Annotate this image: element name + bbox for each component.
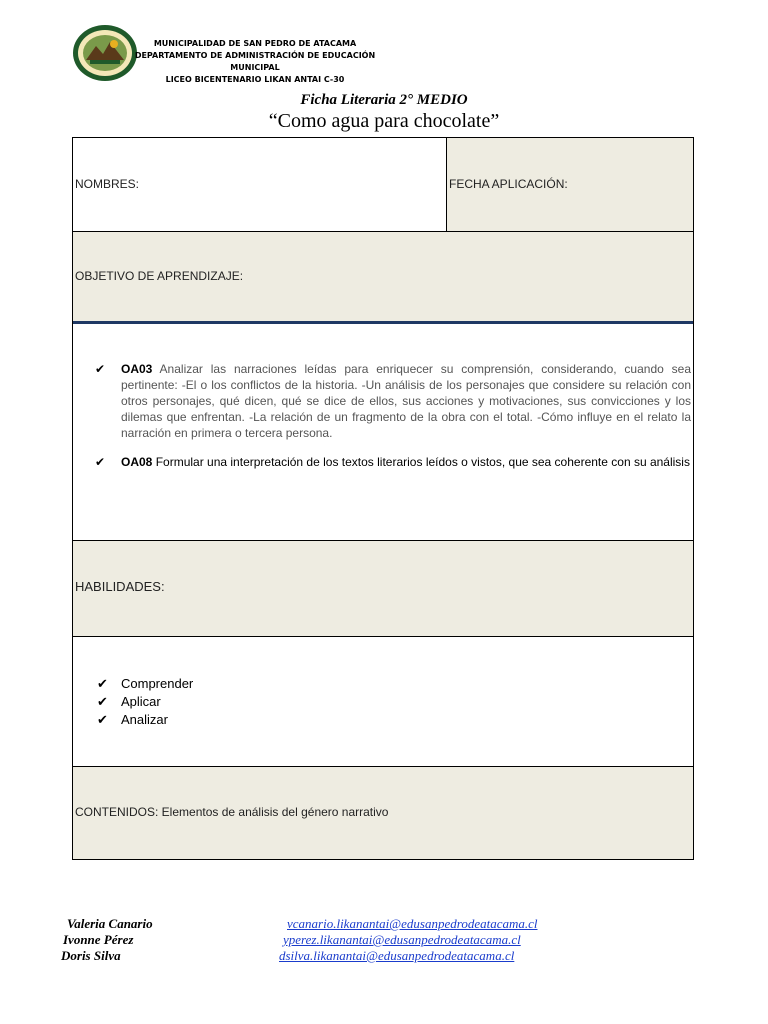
objectives-list	[73, 324, 693, 541]
names-cell[interactable]	[73, 138, 447, 231]
names-row	[73, 138, 693, 232]
list-item	[97, 711, 193, 729]
objective-text: Formular una interpretación de los textos literarios leídos o vistos, que sea coherente con su análisis	[152, 455, 690, 469]
skill-text: Aplicar	[121, 694, 161, 709]
list-item	[97, 675, 193, 693]
checkmark-icon: ✔	[95, 455, 106, 469]
list-item	[95, 361, 691, 441]
checkmark-icon: ✔	[97, 694, 108, 709]
contents-row	[73, 767, 693, 859]
teacher-email-link[interactable]: dsilva.likanantai@edusanpedrodeatacama.cl	[279, 948, 515, 963]
skills-list	[97, 675, 193, 729]
document-subtitle: “Como agua para chocolate”	[268, 110, 500, 132]
checkmark-icon: ✔	[95, 362, 106, 376]
contents-value: Elementos de análisis del género narrativo	[158, 805, 389, 819]
contents-field	[75, 805, 388, 819]
skill-text: Comprender	[121, 676, 194, 691]
checkmark-icon: ✔	[97, 676, 108, 691]
skills-row	[73, 637, 693, 767]
header-line: MUNICIPAL	[230, 63, 280, 72]
header-line: DEPARTAMENTO DE ADMINISTRACIÓN DE EDUCACIÓN	[134, 51, 376, 60]
checkmark-icon: ✔	[97, 712, 108, 727]
teacher-name: Ivonne Pérez	[63, 932, 134, 947]
objective-text: Analizar las narraciones leídas para enriquecer su comprensión, considerando, cuando sea pertinente: -El o los conflictos de la historia. -Un análisis de los personajes que considere su relación con otros personajes, qué dicen, qué se dice de ellos, sus acciones y motivaciones, sus convicciones y los dilemas que enfrentan. -La relación de un fragmento de la obra con el total. -Cómo influye en el relato la narración en primera o tercera persona.	[121, 362, 691, 440]
teacher-name: Valeria Canario	[67, 916, 153, 931]
contents-label: CONTENIDOS:	[75, 805, 159, 819]
list-item	[97, 693, 193, 711]
teacher-email-link[interactable]: vcanario.likanantai@edusanpedrodeatacama.cl	[287, 916, 538, 931]
skills-header-row	[73, 541, 693, 637]
list-item	[95, 454, 691, 470]
worksheet-form	[72, 137, 694, 860]
skills-label: HABILIDADES:	[75, 579, 165, 594]
teacher-name: Doris Silva	[61, 948, 121, 963]
date-cell[interactable]	[447, 138, 693, 231]
header-line: MUNICIPALIDAD DE SAN PEDRO DE ATACAMA	[153, 39, 357, 48]
objective-code: OA08	[121, 455, 153, 469]
school-seal-logo	[72, 24, 138, 82]
document-title: Ficha Literaria 2° MEDIO	[300, 92, 468, 108]
names-label: NOMBRES:	[75, 177, 140, 191]
date-label: FECHA APLICACIÓN:	[449, 177, 568, 191]
institution-header	[130, 38, 380, 86]
header-line: LICEO BICENTENARIO LIKAN ANTAI C-30	[165, 75, 345, 84]
objective-row	[73, 232, 693, 324]
teacher-email-link[interactable]: yperez.likanantai@edusanpedrodeatacama.cl	[283, 932, 521, 947]
objective-code: OA03	[121, 362, 153, 376]
objective-label: OBJETIVO DE APRENDIZAJE:	[75, 269, 244, 283]
skill-text: Analizar	[121, 712, 168, 727]
